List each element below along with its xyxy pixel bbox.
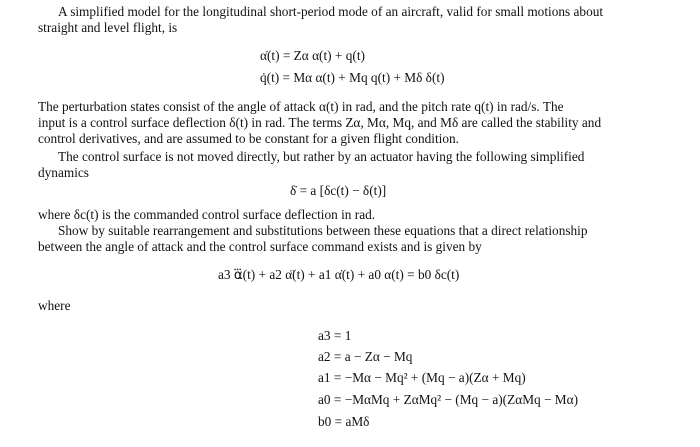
actuator-line-1: The control surface is not moved directly, but rather by an actuator having the following simplified — [58, 149, 585, 164]
states-line-2: input is a control surface deflection δ(t) in rad. The terms Zα, Mα, Mq, and Mδ are called the stability and — [38, 115, 602, 130]
where-label: where — [38, 298, 71, 313]
relationship-equation: a3 α⃛(t) + a2 α̈(t) + a1 α̇(t) + a0 α(t) = b0 δc(t) — [218, 267, 460, 282]
model-equation-1: α̇(t) = Zα α(t) + q(t) — [260, 48, 365, 63]
coefficient-a0: a0 = −MαMq + ZαMq² − (Mq − a)(ZαMq − Mα) — [318, 392, 579, 407]
coefficient-b0: b0 = aMδ — [318, 414, 370, 429]
intro-line-1: A simplified model for the longitudinal short-period mode of an aircraft, valid for small motions about — [58, 4, 604, 19]
coefficient-a2: a2 = a − Zα − Mq — [318, 349, 413, 364]
states-line-1: The perturbation states consist of the angle of attack α(t) in rad, and the pitch rate q(t) in rad/s. The — [38, 99, 564, 114]
model-equation-2: q̇(t) = Mα α(t) + Mq q(t) + Mδ δ(t) — [260, 70, 445, 85]
intro-line-2: straight and level flight, is — [38, 20, 178, 35]
show-line-2: between the angle of attack and the control surface command exists and is given by — [38, 239, 482, 254]
actuator-equation: δ̇ = a [δc(t) − δ(t)] — [290, 183, 387, 198]
show-line-1: Show by suitable rearrangement and substitutions between these equations that a direct relationship — [58, 223, 588, 238]
actuator-line-2: dynamics — [38, 165, 89, 180]
states-line-3: control derivatives, and are assumed to be constant for a given flight condition. — [38, 131, 459, 146]
coefficient-a1: a1 = −Mα − Mq² + (Mq − a)(Zα + Mq) — [318, 370, 526, 385]
commanded-deflection-line: where δc(t) is the commanded control surface deflection in rad. — [38, 207, 376, 222]
coefficient-a3: a3 = 1 — [318, 328, 352, 343]
